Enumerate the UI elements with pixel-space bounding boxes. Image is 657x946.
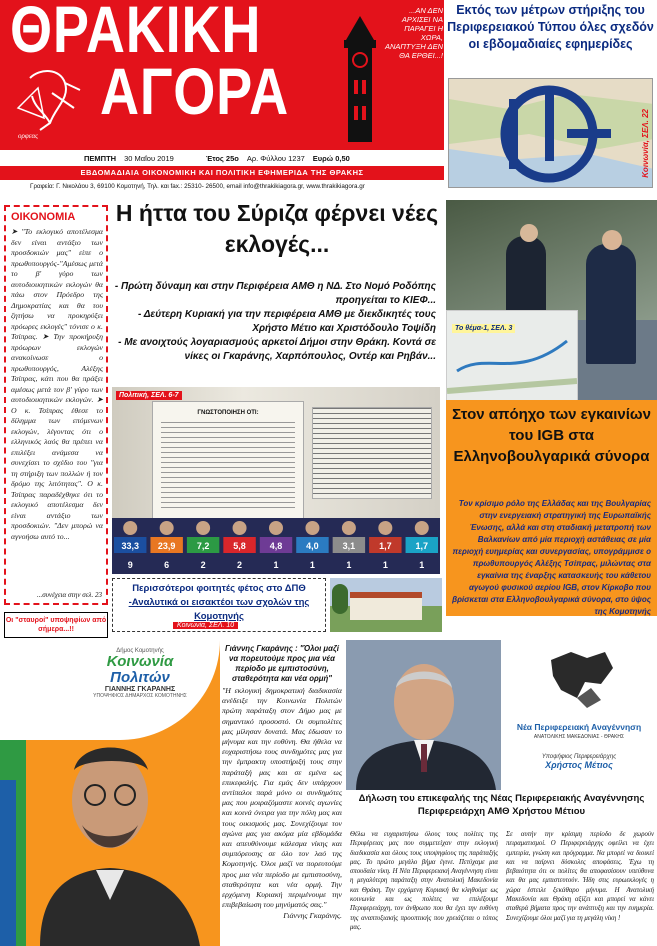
result-seats: 9 xyxy=(127,560,133,570)
garanis-logo-line2: Πολιτών xyxy=(110,669,170,686)
orpheus-logo-icon xyxy=(10,68,90,134)
dpth-line1: Περισσότεροι φοιτητές φέτος στο ΔΠΘ xyxy=(132,583,306,594)
garanis-logo-name: ΓΙΑΝΝΗΣ ΓΚΑΡΑΝΗΣ xyxy=(104,686,176,693)
economy-heading: ΟΙΚΟΝΟΜΙΑ xyxy=(11,211,76,223)
result-seats: 1 xyxy=(382,560,388,570)
lead-headline: Η ήττα του Σύριζα φέρνει νέες εκλογές... xyxy=(115,200,439,257)
metios-portrait xyxy=(346,640,501,790)
press-association-logo-icon xyxy=(449,79,653,188)
issue-price: Ευρώ 0,50 xyxy=(312,154,350,163)
garanis-portrait xyxy=(0,640,220,946)
result-seats: 2 xyxy=(200,560,206,570)
poster-title: ΓΝΩΣΤΟΠΟΙΗΣΗ ΟΤΙ: xyxy=(197,410,259,416)
result-percent: 4,8 xyxy=(269,541,283,551)
promo-map-image xyxy=(448,78,653,188)
lead-photo-caption: Πολιτική, ΣΕΛ. 6-7 xyxy=(116,391,182,400)
result-percent: 1,7 xyxy=(415,541,429,551)
candidate-face xyxy=(269,521,283,535)
economy-body: ➤ "Το εκλογικό αποτέλεσμα δεν είναι αντάξιο των προσδοκιών μας" είπε ο πρωθυπουργός-"Αμέσως μετά το β' γύρο των αυτοδιοικητικών εκλογών θα πάω στον Πρόεδρο της Δημοκρατίας και θα του ζητήσω να προκηρύξει πρόωρες εκλογές" τόνισε ο κ. Τσίπρας. ➤ Την προκήρυξη πρόωρων εκλογών ανακοίνωσε ο πρωθυπουργός, Αλέξης Τσίπρας, κάτι που θα πράξει αμέσως μετά τον β' γύρο των αυτοδιοικητικών εκλογών. ➤ Ο κ. Τσίπρας έθεσε το δίλημμα των επόμενων εκλογών, λέγοντας ότι ο ελληνικός λαός θα πρέπει να επιλέξει ανάμεσα να συνεχίσει το σχέδιο του "για τη στήριξη των πολλών ή τον δρόμο της λιτότητας". Ο κ. Τσίπρας παραδέχθηκε ότι το εκλογικό αποτέλεσμα δεν είναι αντάξιο των προσδοκιών. "Δεν μπορώ να αγνοήσω αυτό το... xyxy=(11,227,103,541)
lead-subhead-2: - Δεύτερη Κυριακή για την περιφέρεια ΑΜΘ με διεκδικητές τους Χρήστο Μέτιο και Χριστόδουλο Τοψίδη xyxy=(137,309,436,334)
masthead-title-line2: ΑΓΟΡΑ xyxy=(100,54,289,128)
result-seats: 6 xyxy=(164,560,170,570)
garanis-body: "Η εκλογική δημοκρατική διαδικασία ανέδειξε την Κοινωνία Πολιτών πρώτη παράταξη στον Δήμο μας με σημαντικό προσοστό. Οι συμπολίτες μας μίλησαν δυνατά. Μας έδωσαν το μήνυμα και την ευθύνη. Θα ήθελα να ευχαριστήσω τους συνδημότες μας για την έμπρακτη υποστήριξή τους στην παράταξή μας και σε εμένα ως επικεφαλής. Για εμάς δεν υπάρχουν αντίπαλοι παρά μόνο οι συνδημότες μας που μοιραζόμαστε κοινές αγωνίες και κοινά όνειρα για την πόλη μας και τους οικισμούς μας. Συνεχίζουμε τον αγώνα μας για ακόμα μία εβδομάδα και απευθύνουμε κάλεσμα νίκης και συμπόρευσης σε όλο τον λαό της Κομοτηνής. Όλοι μαζί να πορευτούμε προς μια νέα περίοδο με εμπιστοσύνη, σταθερότητα και νέα ορμή. Την ερχόμενη Κυριακή περιμένουμε την επιβεβαίωση του μηνύματός σας." xyxy=(222,686,342,910)
university-building-photo xyxy=(330,578,442,632)
promo-headline: Εκτός των μέτρων στήριξης του Περιφερειακού Τύπου όλες σχεδόν οι εβδομαδιαίες εφημερίδες xyxy=(444,0,657,80)
metios-logo-title: Νέα Περιφερειακή Αναγέννηση xyxy=(516,722,642,732)
candidate-face xyxy=(342,521,356,535)
issue-address: Γραφεία: Γ. Νικολάου 3, 69100 Κομοτηνή, Τηλ. και fax.: 25310- 26500, email info@thrakikiagora.gr, www.thrakikiagora.gr xyxy=(30,183,365,190)
result-seats: 1 xyxy=(346,560,352,570)
results-graphic xyxy=(112,518,440,574)
candidate-face xyxy=(233,521,247,535)
igb-photo-caption: Το θέμα-1, ΣΕΛ. 3 xyxy=(452,324,515,333)
candidate-face xyxy=(415,521,429,535)
metios-candidate-role: Υποψήφιος Περιφερειάρχης xyxy=(541,754,617,760)
economy-column xyxy=(4,205,108,605)
dpth-line2: -Αναλυτικά οι εισακτέοι των σχολών της Κομοτηνής xyxy=(128,597,310,622)
metios-candidate-name: Χρήστος Μέτιος xyxy=(545,760,613,770)
candidate-face xyxy=(305,521,319,535)
metios-logo xyxy=(501,640,657,790)
region-map-logo-icon xyxy=(501,640,657,722)
lead-subhead-3: - Με ανοιχτούς λογαριασμούς αρκετοί Δήμοι στην Θράκη. Κοντά σε νίκες οι Γκαράνης, Χαρπόπουλος, Οντέρ και Ρηβάν... xyxy=(118,337,436,362)
result-seats: 1 xyxy=(273,560,279,570)
candidate-face xyxy=(378,521,392,535)
masthead-title-line1: ΘΡΑΚΙΚΗ xyxy=(10,0,262,66)
economy-continued: ...συνέχεια στην σελ. 23 xyxy=(36,591,102,599)
issue-year: Έτος 25ο xyxy=(205,154,239,163)
candidate-crosses-notice: Οι "σταυροί" υποψηφίων από σήμερα...!! xyxy=(4,612,108,638)
issue-date: 30 Μαΐου 2019 xyxy=(124,154,174,163)
igb-ceremony-photo xyxy=(446,200,657,400)
metios-column-2: Σε αυτήν την κρίσιμη περίοδο δε χωρούν πειραματισμοί. Ο Περιφερειάρχης οφείλει να έχει εμπειρία, γνώση και πρόγραμμα. Να μπορεί να διοικεί και να παίρνει δύσκολες αποφάσεις. Έχω τη βεβαιότητα ότι οι πολίτες θα αποφασίσουν υπεύθυνα και θα μας εμπιστευτούν. Ήδη στις ευρωεκλογές η χώρα έστειλε ξεκάθαρο μήνυμα. Η Ανατολική Μακεδονία και Θράκη αξίζει και μπορεί να κάνει σταθερά βήματα προς την ανάπτυξη και την ευημερία. Συνεχίζουμε όλοι μαζί για τη μεγάλη νίκη ! xyxy=(506,831,654,922)
dpth-story xyxy=(112,578,326,632)
result-seats: 1 xyxy=(419,560,425,570)
result-percent: 5,8 xyxy=(233,541,246,551)
metios-body xyxy=(346,830,657,946)
garanis-logo-small: Δήμος Κομοτηνής xyxy=(116,648,164,654)
issue-info-bar xyxy=(0,150,444,195)
metios-logo-sub: ΑΝΑΤΟΛΙΚΗΣ ΜΑΚΕΔΟΝΙΑΣ - ΘΡΑΚΗΣ xyxy=(533,734,625,740)
promo-caption: Κοινωνία, ΣΕΛ. 22 xyxy=(641,109,650,178)
igb-body: Τον κρίσιμο ρόλο της Ελλάδας και της Βουλγαρίας στην ενεργειακή στρατηγική της Ευρωπαϊκής Ένωσης, αλλά και στη σταδιακή μετατροπή των Βαλκανίων από μία περιοχή αστάθειας σε μία περιοχή ευημερίας και συνεργασίας, υπογράμμισε ο πρωθυπουργός Αλέξης Τσίπρας, μιλώντας στα εγκαίνια της έναρξης κατασκευής του κάθετου αγωγού φυσικού αερίου IGB, στον Κίρκοβο που βρίσκεται στα Ελληνοβουλγαρικά σύνορα, στο ύψος της Κομοτηνής xyxy=(446,496,657,616)
clock-tower-icon xyxy=(330,14,390,144)
masthead xyxy=(0,0,444,150)
dpth-caption: Κοινωνία, ΣΕΛ. 10 xyxy=(173,622,238,629)
metios-headline: Δήλωση του επικεφαλής της Νέας Περιφερειακής Αναγέννησης Περιφερειάρχη ΑΜΘ Χρήστου Μέτιου xyxy=(358,793,645,817)
garanis-logo-line1: Κοινωνία xyxy=(106,653,174,670)
result-percent: 23,9 xyxy=(157,541,176,551)
garanis-signature: Γιάννης Γκαράνης. xyxy=(283,911,342,921)
garanis-advertisement xyxy=(0,640,346,946)
garanis-text xyxy=(218,640,344,946)
issue-day: ΠΕΜΠΤΗ xyxy=(84,154,117,163)
result-percent: 1,7 xyxy=(379,541,392,551)
candidate-face xyxy=(196,521,210,535)
result-seats: 1 xyxy=(309,560,315,570)
metios-column-1: Θέλω να ευχαριστήσω όλους τους πολίτες της Περιφέρειας μας που συμμετείχαν στην εκλογική διαδικασία και όλους τους υποψηφίους της παράταξής μας. Το πρώτο μεγάλο βήμα έγινε. Πετύχαμε μια σπουδαία νίκη. Η Νέα Περιφερειακή Αναγέννηση είναι η μεγαλύτερη παράταξη στην Ανατολική Μακεδονία και Θράκη. Την ερχόμενη Κυριακή θα κληθούμε ως κοινωνία και ως πολίτες να επιλέξουμε Περιφερειάρχη, τον άνθρωπο που θα έχει την ευθύνη της αναπτυξιακής προοπτικής που χρειάζεται ο τόπος μας. xyxy=(350,831,498,931)
lead-subhead-1: - Πρώτη δύναμη και στην Περιφέρεια ΑΜΘ η ΝΔ. Στο Νομό Ροδόπης προηγείται το ΚΙΕΦ... xyxy=(114,281,436,306)
igb-headline: Στον απόηχο των εγκαινίων του IGB στα Ελληνοβουλγαρικά σύνορα xyxy=(446,400,657,496)
garanis-quote: Γιάννης Γκαράνης : "Όλοι μαζί να πορευτούμε προς μια νέα περίοδο με εμπιστοσύνη, σταθερότητα και νέα ορμή" xyxy=(225,644,339,683)
masthead-slogan: ...ΑΝ ΔΕΝ ΑΡΧΙΣΕΙ ΝΑ ΠΑΡΑΓΕΙ Η ΧΩΡΑ, ΑΝΑΠΤΥΞΗ ΔΕΝ ΘΑ ΕΡΘΕΙ...! xyxy=(385,6,443,60)
result-seats: 2 xyxy=(237,560,243,570)
result-percent: 3,1 xyxy=(342,541,356,551)
logo-caption: ορφεας xyxy=(18,132,39,140)
election-results-bar xyxy=(112,518,440,574)
result-percent: 7,2 xyxy=(196,541,210,551)
result-percent: 33,3 xyxy=(121,541,139,551)
issue-number: Αρ. Φύλλου 1237 xyxy=(246,154,305,163)
issue-tagline: ΕΒΔΟΜΑΔΙΑΙΑ ΟΙΚΟΝΟΜΙΚΗ ΚΑΙ ΠΟΛΙΤΙΚΗ ΕΦΗΜΕΡΙΔΑ ΤΗΣ ΘΡΑΚΗΣ xyxy=(0,166,444,180)
candidate-face xyxy=(160,521,174,535)
lead-subheads xyxy=(112,280,442,364)
candidate-face xyxy=(123,521,137,535)
result-percent: 4,0 xyxy=(306,541,319,551)
metios-advertisement xyxy=(346,640,657,946)
garanis-logo-sub: ΥΠΟΨΗΦΙΟΣ ΔΗΜΑΡΧΟΣ ΚΟΜΟΤΗΝΗΣ xyxy=(93,693,187,699)
